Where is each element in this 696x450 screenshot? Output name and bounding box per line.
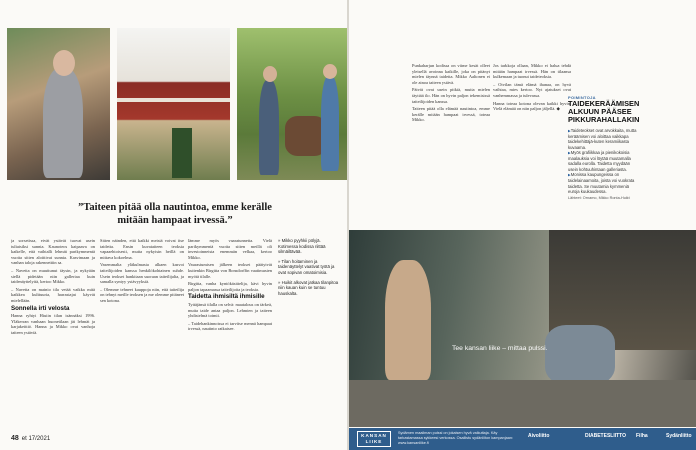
paragraph: lämme myös vaaratunnetta. Vielä parikymmentä vuotta sitten meillä oli investoinneista enemmän velkaa, kertoo Mikko. [188,238,272,260]
paragraph: – Oivilan tämä elämä ihanaa, on hyvä vaihtaa, mies kertoo. Nyt ajatukset ovat vanhemmassa ja tulevassa. [493,81,571,98]
paragraph: Jos tarkkoja ollaan, Mikko ei halua tehdä mitään hampaat irvessä. Hän on tilaansa kulkemaan ja tuonut taideteoksia. [493,63,571,80]
paragraph: Taiteen pitää olla elämää nautintoa, emme kerälle mitään hampaat irvessä, toteaa Mikko. [412,106,490,123]
caption-item: » Huikit alkovat jatkaa tilanpitoa niin kauan kuin se tuntuu hauskalta. [278,279,339,296]
info-item: ▶ Taideteokset ovat arvokkaita, mutta keräämisen voi aloittaa vaikkapa taidekehittäjä-kuten keramiikasta kuvaama. [568,128,640,150]
sponsor-logo: Aivoliitto [528,433,550,439]
sponsor-logo: Filha [636,433,648,439]
paragraph: – Navetta on mainio tila vetää vaikka mitä kaikkea kulttuuria, harrastajat käyvät mielellään. [11,286,95,303]
paragraph: Tyttäjänsä tilalla on selvä: maatalous on tärkeä, mutta taide antaa paljon. Lehmien ja taiteen yhdistelmä toimii. [188,301,272,319]
sponsor-logo: DIABETESLIITTO [585,433,627,439]
paragraph: – Olemme tehneet kauppoja niin, että taiteilija on tehnyt meille teoksen ja me olemme pitäneet sen kotona. [100,286,184,303]
info-list [568,128,640,195]
paragraph: – Taidehankinnoissa ei tarvitse mennä hampaat irvessä, nautinto ratkaisee. [188,320,272,332]
page-folio [11,435,50,442]
paragraph: Vaurastumisen jälkeen teokset päätyivät kuitenkin Birgitta von Bonsdorffin vaatimusten myötä tilalle. [188,262,272,279]
section-heading: Taidetta ihmisiltä ihmisille [188,293,265,301]
paragraph: Hanna toteaa kotona olevan kaikki hyvin. Vielä elämää on niin paljon jäljellä. ◆ [493,100,571,112]
kansan-liike-logo: KANSAN LIIKE [357,431,391,447]
pull-quote: ”Taiteen pitää olla nautintoa, emme kerälle mitään hampaat irvessä.” [78,202,272,226]
info-credit: Lähteet: Ornamo, Mikko Ronta-Huikt [568,196,630,201]
paragraph: Sitten näinden, että kaikki meistä voivat itse taidetta. Ensin kuvataiteen teoksia vapaaehtoisesti, mutta nykyisin heillä on mittava kokoelma. [100,238,184,260]
right-column-2 [493,63,571,213]
ad-footer-text: Sydämen maailman pulssi on jokaisen hyvä vaikuttaja. Käy tarkastamassa sykkeesi verkossa. Osallistu sydänliiton kampanjaan: www.kansanliike.fi [398,431,514,445]
left-column-1 [11,238,95,428]
right-column-1 [412,63,490,213]
page-number: 48 [11,435,19,442]
paragraph: Päivät ovat usein pitkiä, mutta mielen täyttää ilo. Hän on hyvin paljon tekemisissä taiteilijoiden kanssa. [412,87,490,104]
info-item: ▶ Monissa kaupungeissa on taidelainaamoita, joista voi vuokrata taidetta. Se muutamia kymmeniä euroja kuukaudessa. [568,172,640,194]
info-item: ▶ Myös grafiikkaa ja pienikokoisia maalauksia voi löytää muutamalla sadalla eurolla. Taidetta myydään usein kohtuuhintaan galleriasta. [568,150,640,172]
paragraph: – Navetta on muuttunut täysin, ja nykyään siellä pidetään niin galleriaa kuin taidenäyttelyitä, kertoo Mikko. [11,267,95,285]
photo-captions [278,238,340,300]
paragraph: ja sorsetissa, eivät ystävät tuovat usein tuliaisiksi sunnia. Kaunoteos kaipaava on kaikelle, että vaihtalli lehmät parikymmentä vuotta sitten aloittivat sunnia. Kasvimaan ja vanhan taloja rakennettiin sa. [11,238,95,266]
caption-item: » Mikko pyyhkii pölyjä. Kotimessa kodissa riittää silmäiltävää. [278,238,326,255]
caption-item: » Tilan hoitaminen ja taidenäyttelyt vaativat työtä ja ovat sopivan omatoimisia. [278,258,335,275]
photo-couple-with-cow [237,28,347,180]
ad-caption: Tee kansan liike – mittaa pulssi. [452,345,548,352]
sponsor-logo: Sydänliitto [666,433,692,439]
paragraph: Birgitta, vanha kyntökäsittelija, kävi hyvin paljon tapaamassa taiteilijoita ja teoksia. [188,281,272,292]
info-title: TAIDEKERÄÄMISEN ALKUUN PÄÄSEE PIKKURAHALLAKIN [568,99,640,125]
paragraph: Hanna ryhtyi Hiuiin tilan isännäksi 1996. Yläkerran vanhaan huonetilaan jäi lehmät ja karjakeittiö. Hanna ja Mikko ovat vanhoja taiteen ystäviä. [11,313,95,335]
paragraph: Punkaharjun kodissa on viime kesät olleet yleisellä avoinna kaikille, joka on pitänyt mielen täynnä taidetta. Mikko Aaltonen ei ole ainoa taiteen ystävä. [412,63,490,85]
section-heading: Sonnella irti velosta [11,304,70,312]
left-column-3 [188,238,272,428]
paragraph: Vasemmalta yläkulmasta alkaen kasvoi taiteilijoiden kanssa henkilökohtainen suhde. Usein teokset hankitaan suoraan taiteilijalta, ja samalla syntyy ystävyyksiä. [100,262,184,285]
ad-photo-couple-living-room [349,230,696,427]
info-kicker: POIMINTOJA [568,95,596,100]
photo-red-barn [117,28,230,180]
info-box [568,95,640,201]
magazine-issue: et 17/2021 [21,436,51,442]
photo-man-with-painting [7,28,110,180]
left-column-2 [100,238,184,428]
